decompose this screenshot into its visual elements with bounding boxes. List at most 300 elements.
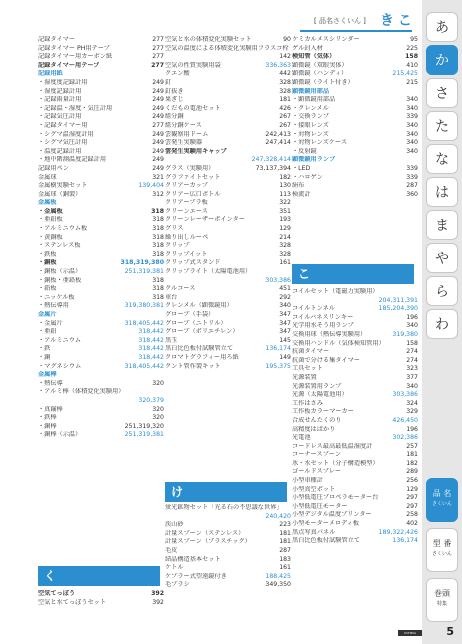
- entry-name: ・ハロゲン: [292, 173, 323, 181]
- index-entry: [165, 259, 291, 268]
- index-entry: [165, 139, 291, 148]
- entry-name: 結晶構造基本セット: [165, 555, 221, 563]
- entry-pages: 318,442: [138, 345, 164, 353]
- entry-pages: 318,405,442: [124, 362, 164, 370]
- entry-pages: 274: [406, 356, 418, 364]
- index-entry: [165, 285, 291, 294]
- entry-pages: 351: [279, 207, 291, 215]
- index-entry: [38, 148, 164, 157]
- entry-pages: 183: [279, 555, 291, 563]
- entry-pages: 181: [279, 529, 291, 537]
- entry-pages: 347: [279, 311, 291, 318]
- entry-pages: 377: [406, 373, 418, 381]
- index-entry: [292, 322, 418, 331]
- entry-name: 空気と水の体積変化実験セット: [165, 36, 252, 43]
- index-entry: [165, 234, 291, 243]
- index-entry: [165, 165, 291, 174]
- index-entry: [292, 468, 418, 477]
- index-entry: [38, 62, 164, 71]
- entry-name: 交換用球（熱伝導実験用）: [292, 330, 367, 338]
- entry-pages: 90: [283, 36, 291, 43]
- index-entry: [292, 340, 418, 349]
- entry-name: 光源装置用ランプ: [292, 382, 342, 390]
- entry-name: 空気の温度による体積変化実験用フラスコ栓: [165, 44, 289, 52]
- index-tab-2[interactable]: さ: [426, 78, 458, 108]
- entry-name: クリップライト（太陽電池用）: [165, 268, 252, 276]
- section-tab-title: 型 番: [432, 539, 452, 548]
- index-entry: [38, 139, 164, 148]
- entry-pages: 274: [406, 348, 418, 356]
- index-entry: [165, 547, 291, 556]
- entry-name: グローブ（手袋）: [165, 311, 215, 318]
- entry-pages: 312: [152, 190, 164, 198]
- entry-pages: 318: [152, 293, 164, 301]
- entry-pages: 318: [152, 285, 164, 293]
- entry-name: ・温度記録計用: [38, 147, 82, 155]
- entry-pages: 328: [279, 87, 291, 95]
- entry-name: 渓山砂: [165, 521, 184, 529]
- entry-name: 黒玉: [165, 336, 178, 344]
- index-entry: [292, 400, 418, 409]
- entry-pages: 402: [406, 520, 418, 528]
- entry-name: 絹布: [292, 182, 305, 190]
- entry-pages: 320,379: [138, 396, 164, 404]
- index-entry: [165, 345, 291, 354]
- index-entry: [292, 105, 418, 114]
- index-entry: [165, 268, 291, 277]
- entry-name: 小型低電圧モーター: [292, 502, 348, 510]
- entry-name: クリアー広口ボトル: [165, 190, 221, 198]
- entry-name: ゴールドスプレー: [292, 468, 342, 476]
- index-column-3: [292, 36, 418, 199]
- entry-pages: 318: [152, 233, 164, 241]
- entry-pages: 318,442: [138, 353, 164, 361]
- entry-pages: 340: [406, 121, 418, 129]
- index-entry: [38, 79, 164, 88]
- entry-name: 検知管（気体）: [292, 53, 336, 61]
- index-entry: [165, 122, 291, 131]
- entry-pages: 318,405,442: [124, 319, 164, 327]
- index-entry: [292, 70, 418, 79]
- entry-name: 顕微鏡（ハンディ）: [292, 70, 348, 78]
- entry-name: ・記録気圧計用: [38, 113, 82, 121]
- entry-pages: 277: [151, 61, 164, 69]
- entry-pages: 347: [279, 319, 291, 327]
- entry-name: コイルトンネル: [292, 305, 335, 313]
- index-entry: [38, 406, 164, 415]
- entry-name: 小型モーターメロディ板: [292, 520, 360, 528]
- entry-name: ・銅棒（示温）: [38, 431, 82, 439]
- entry-pages: 267: [279, 121, 291, 129]
- index-entry: [292, 88, 418, 97]
- entry-name: 光源装置: [292, 373, 317, 381]
- entry-name: ・銅板（示温）: [38, 268, 82, 276]
- index-entry: [165, 79, 291, 88]
- index-entry: [38, 225, 164, 234]
- index-entry: [292, 451, 418, 460]
- entry-pages: 149: [279, 353, 291, 361]
- section-tab-title: 巻頭: [434, 589, 450, 598]
- entry-name: クロマトグラフィー用ろ紙: [165, 353, 239, 361]
- entry-name: 交換用ハンドル（気体検知管用）: [292, 339, 385, 347]
- index-entry: [292, 191, 418, 200]
- index-entry: [165, 156, 291, 165]
- index-entry: [38, 363, 164, 372]
- entry-name: 黒点写真パネル: [292, 528, 336, 536]
- index-entry: [38, 259, 164, 268]
- index-entry: [165, 242, 291, 251]
- index-tab-6[interactable]: ま: [426, 210, 458, 240]
- index-entry: [165, 96, 291, 105]
- index-entry: [38, 431, 164, 440]
- index-entry: [292, 486, 418, 495]
- entry-pages: 240,420: [265, 512, 291, 520]
- entry-name: 記録用紙: [38, 70, 63, 78]
- entry-pages: 249: [152, 87, 164, 95]
- entry-name: クリーンエース: [165, 207, 208, 215]
- section-tab-subtitle: さくいん: [431, 501, 452, 507]
- index-entry: [292, 503, 418, 512]
- index-entry: [38, 311, 164, 320]
- page-header: [300, 12, 412, 32]
- index-entry: [38, 216, 164, 225]
- index-entry: [165, 208, 291, 217]
- index-entry: [165, 131, 291, 140]
- entry-name: ・顕微鏡用部品: [292, 96, 336, 104]
- entry-name: ・対物レンズケース: [292, 139, 348, 147]
- entry-pages: 292: [279, 293, 291, 301]
- entry-pages: 195,375: [265, 362, 291, 370]
- entry-name: 小型車種計: [292, 477, 323, 485]
- index-entry: [38, 182, 164, 191]
- index-entry: [38, 88, 164, 97]
- entry-pages: 340: [406, 139, 418, 147]
- entry-name: 毛プラシ: [165, 581, 190, 589]
- entry-pages: 340: [406, 147, 418, 155]
- entry-name: 光学用水そう用ランプ: [292, 322, 354, 330]
- entry-name: 小型デジタル温度プリンター: [292, 511, 372, 519]
- index-entry: [38, 165, 164, 174]
- entry-name: コードレス最高最低温湿度計: [292, 442, 373, 450]
- entry-pages: 277: [152, 121, 164, 129]
- index-entry: [165, 363, 291, 372]
- entry-name: 記録タイマー PH用テープ: [38, 44, 110, 52]
- entry-pages: 257: [406, 442, 418, 450]
- index-entry: [38, 242, 164, 251]
- index-entry: [292, 122, 418, 131]
- index-entry: [292, 36, 418, 45]
- index-column-3b: [292, 288, 418, 546]
- index-entry: [38, 199, 164, 208]
- entry-name: ケトル: [165, 564, 184, 572]
- index-entry: [165, 113, 291, 122]
- entry-name: 繰り出しルーペ: [165, 233, 209, 241]
- index-entry: [38, 113, 164, 122]
- section-tab-subtitle: さくいん: [431, 551, 452, 557]
- entry-pages: 318: [152, 250, 164, 258]
- entry-name: ・亜鉛板: [38, 216, 63, 224]
- entry-name: ・金属板: [38, 207, 63, 215]
- entry-pages: 360: [406, 190, 418, 198]
- entry-name: 黒白比色板付試験管立て: [292, 537, 361, 545]
- entry-name: ・シグマ気圧計用: [38, 139, 88, 147]
- index-entry: [38, 354, 164, 363]
- entry-pages: 158: [406, 339, 418, 347]
- header-kana-start: き: [380, 13, 394, 29]
- index-entry: [38, 294, 164, 303]
- index-entry: [38, 328, 164, 337]
- entry-pages: 189,322,426: [378, 528, 418, 536]
- index-entry: [292, 374, 418, 383]
- entry-name: ・クレンメル: [292, 104, 329, 112]
- index-entry: [292, 529, 418, 538]
- entry-name: クント管作製キット: [165, 362, 221, 370]
- entry-name: 抗菌で分ける集タイマー: [292, 356, 360, 364]
- index-entry: [165, 556, 291, 565]
- entry-name: 顕微鏡（ライト付き）: [292, 78, 354, 86]
- entry-name: ・ニッケル板: [38, 293, 75, 301]
- entry-pages: 339: [406, 173, 418, 181]
- entry-name: ・銅板・亜鉛板: [38, 276, 82, 284]
- entry-pages: 318,319,380: [120, 259, 164, 267]
- entry-pages: 142: [279, 53, 291, 61]
- index-tab-4[interactable]: な: [426, 144, 458, 174]
- entry-pages: 328: [279, 250, 291, 258]
- entry-pages: 215: [406, 78, 418, 86]
- entry-name: ・LED: [292, 164, 311, 172]
- entry-name: 空気の性質実験用袋: [165, 61, 221, 69]
- entry-name: 記録タイマー用テープ: [38, 61, 100, 69]
- entry-name: ケプラー式望遠鏡付き: [165, 572, 227, 580]
- section-header-ku: く: [38, 566, 160, 586]
- entry-pages: 249: [152, 96, 164, 104]
- entry-pages: 129: [406, 485, 418, 493]
- index-entry: [165, 521, 291, 530]
- index-tab-5[interactable]: は: [426, 177, 458, 207]
- entry-pages: 193: [279, 216, 291, 224]
- entry-name: ・黄銅板: [38, 233, 63, 241]
- entry-pages: 136,174: [392, 537, 418, 545]
- entry-name: コイルセット（電磁力実験用）: [292, 288, 379, 295]
- entry-name: ・金属片: [38, 319, 63, 327]
- index-entry: [292, 383, 418, 392]
- index-entry: [165, 328, 291, 337]
- index-entry: [292, 348, 418, 357]
- entry-name: ゲル封入材: [292, 44, 323, 52]
- index-entry: [165, 320, 291, 329]
- index-entry: [38, 36, 164, 45]
- entry-name: コイルバネスリンキー: [292, 313, 354, 321]
- entry-pages: 251,319,381: [124, 431, 164, 439]
- index-entry: [292, 511, 418, 520]
- entry-pages: 181: [279, 538, 291, 546]
- entry-name: ・真鍮棒: [38, 405, 63, 413]
- index-entry: [292, 96, 418, 105]
- entry-name: 金属片: [38, 311, 57, 318]
- entry-pages: 223: [279, 521, 291, 529]
- entry-name: ・アルミニウム: [38, 336, 82, 344]
- entry-name: 顕微鏡用ランプ: [292, 156, 336, 164]
- entry-name: グラス（実験用）: [165, 164, 215, 172]
- entry-pages: 297: [406, 494, 418, 502]
- entry-pages: 426: [279, 104, 291, 112]
- entry-pages: 347: [279, 328, 291, 336]
- index-entry: [38, 174, 164, 183]
- index-entry: [165, 530, 291, 539]
- section-tab-title: 品 名: [432, 489, 452, 498]
- entry-pages: 442: [279, 70, 291, 78]
- entry-name: 金属板: [38, 199, 57, 207]
- entry-pages: 320: [152, 405, 164, 413]
- index-entry: [38, 371, 164, 380]
- entry-name: ・湿度度記録計用: [38, 78, 88, 86]
- entry-pages: 318,442: [138, 328, 164, 336]
- entry-name: クリップ: [165, 242, 190, 250]
- index-tab-3[interactable]: た: [426, 111, 458, 141]
- entry-name: クリアーカップ: [165, 182, 208, 190]
- entry-pages: 181: [279, 96, 291, 104]
- index-entry: [38, 285, 164, 294]
- entry-name: ・ステンレス板: [38, 242, 81, 250]
- index-entry: [38, 302, 164, 311]
- entry-pages: 319,380: [392, 330, 418, 338]
- index-entry: [292, 305, 418, 314]
- entry-name: ケミカルメスシリンダー: [292, 36, 360, 43]
- index-entry: [38, 590, 164, 599]
- index-entry: [38, 234, 164, 243]
- entry-pages: 196: [406, 425, 418, 433]
- index-entry: [165, 148, 291, 157]
- entry-name: ・地中階測温度記録計用: [38, 156, 107, 164]
- entry-pages: 303,386: [265, 276, 291, 284]
- index-entry: [165, 302, 291, 311]
- entry-pages: 196: [406, 313, 418, 321]
- section-tab-0[interactable]: [426, 478, 458, 522]
- index-tab-7[interactable]: や: [426, 243, 458, 273]
- entry-name: クリアープラ板: [165, 199, 208, 207]
- entry-name: ・記録タイマー用: [38, 121, 88, 129]
- entry-name: 計量スプーン（ステンレス）: [165, 529, 245, 537]
- entry-name: ・鉄棒: [38, 414, 57, 422]
- index-entry: [165, 88, 291, 97]
- entry-pages: 318: [151, 207, 164, 215]
- entry-name: 抗菌タイマー: [292, 348, 330, 356]
- entry-pages: 277: [152, 44, 164, 52]
- index-entry: [165, 513, 291, 522]
- index-entry: [165, 573, 291, 582]
- entry-name: 工具セット: [292, 365, 323, 373]
- entry-name: ・銅: [38, 353, 51, 361]
- index-entry: [165, 182, 291, 191]
- entry-pages: 181: [406, 451, 418, 459]
- entry-name: ・交換ランプ: [292, 113, 330, 121]
- entry-pages: 251,319,381: [124, 268, 164, 276]
- index-entry: [165, 337, 291, 346]
- index-entry: [292, 494, 418, 503]
- index-entry: [165, 199, 291, 208]
- section-tab-2[interactable]: [426, 578, 458, 622]
- index-entry: [165, 191, 291, 200]
- entry-pages: 225: [406, 44, 418, 52]
- index-entry: [165, 538, 291, 547]
- entry-name: ・対物レンズ: [292, 130, 329, 138]
- index-entry: [292, 314, 418, 323]
- section-tab-1[interactable]: [426, 528, 458, 572]
- entry-pages: 249: [152, 156, 164, 164]
- index-entry: [292, 460, 418, 469]
- index-entry: [292, 477, 418, 486]
- index-entry: [38, 337, 164, 346]
- entry-pages: 323: [406, 365, 418, 373]
- index-entry: [38, 599, 164, 608]
- section-header-ke: け: [165, 482, 287, 502]
- entry-pages: 336,363: [265, 61, 291, 69]
- entry-pages: 204,311,391: [378, 296, 418, 304]
- index-entry: [165, 36, 291, 45]
- index-tab-1[interactable]: か: [426, 45, 458, 75]
- entry-name: クエン酸: [165, 70, 190, 78]
- index-entry: [292, 408, 418, 417]
- entry-name: ・鉄板: [38, 250, 57, 258]
- entry-pages: 319,380,381: [124, 302, 164, 310]
- index-entry: [292, 331, 418, 340]
- index-entry: [165, 277, 291, 286]
- entry-name: 記録タイマー用カーボン紙: [38, 53, 113, 61]
- section-tab-subtitle: 特集: [436, 601, 447, 607]
- index-entry: [292, 443, 418, 452]
- entry-pages: 321: [152, 173, 164, 181]
- index-tab-0[interactable]: あ: [426, 12, 458, 42]
- entry-name: 記録タイマー: [38, 36, 76, 43]
- index-entry: [38, 131, 164, 140]
- entry-name: 顕微鏡（双眼実体）: [292, 61, 348, 69]
- entry-name: 金属樹実験セット: [38, 182, 88, 190]
- entry-pages: 247,414: [265, 139, 291, 147]
- entry-name: ・アルミニウム板: [38, 225, 88, 233]
- page-number: 5: [446, 625, 454, 638]
- entry-name: ・接眼レンズ: [292, 121, 329, 129]
- index-entry: [292, 182, 418, 191]
- entry-name: ・記録温・湿度・気圧計用: [38, 104, 113, 112]
- index-entry: [292, 288, 418, 297]
- entry-pages: 256: [406, 477, 418, 485]
- entry-name: 黒白比色板付試験管立て: [165, 345, 234, 353]
- index-entry: [38, 345, 164, 354]
- index-entry: [292, 45, 418, 54]
- entry-pages: 249: [152, 139, 164, 147]
- entry-name: ・湿度記録計用: [38, 87, 82, 95]
- entry-pages: 249: [152, 130, 164, 138]
- index-entry: [38, 320, 164, 329]
- entry-name: 雲観察用ドーム: [165, 130, 209, 138]
- index-entry: [38, 268, 164, 277]
- entry-pages: 277: [152, 36, 164, 43]
- entry-pages: 340: [406, 382, 418, 390]
- entry-pages: 251,319,320: [124, 422, 164, 430]
- entry-name: 毛皮: [165, 546, 178, 554]
- entry-name: ・マグネシウム: [38, 362, 82, 370]
- entry-pages: 113: [279, 190, 291, 198]
- entry-name: 計量スプーン（プラスチック）: [165, 538, 251, 546]
- entry-pages: 161: [279, 564, 291, 572]
- index-entry: [165, 251, 291, 260]
- index-tab-9[interactable]: わ: [426, 309, 458, 339]
- index-tab-8[interactable]: ら: [426, 276, 458, 306]
- entry-pages: 340: [406, 96, 418, 104]
- entry-name: ・シグマ温湿度計用: [38, 130, 94, 138]
- entry-name: グローブ（ニトリル）: [165, 319, 227, 327]
- entry-pages: 287: [406, 182, 418, 190]
